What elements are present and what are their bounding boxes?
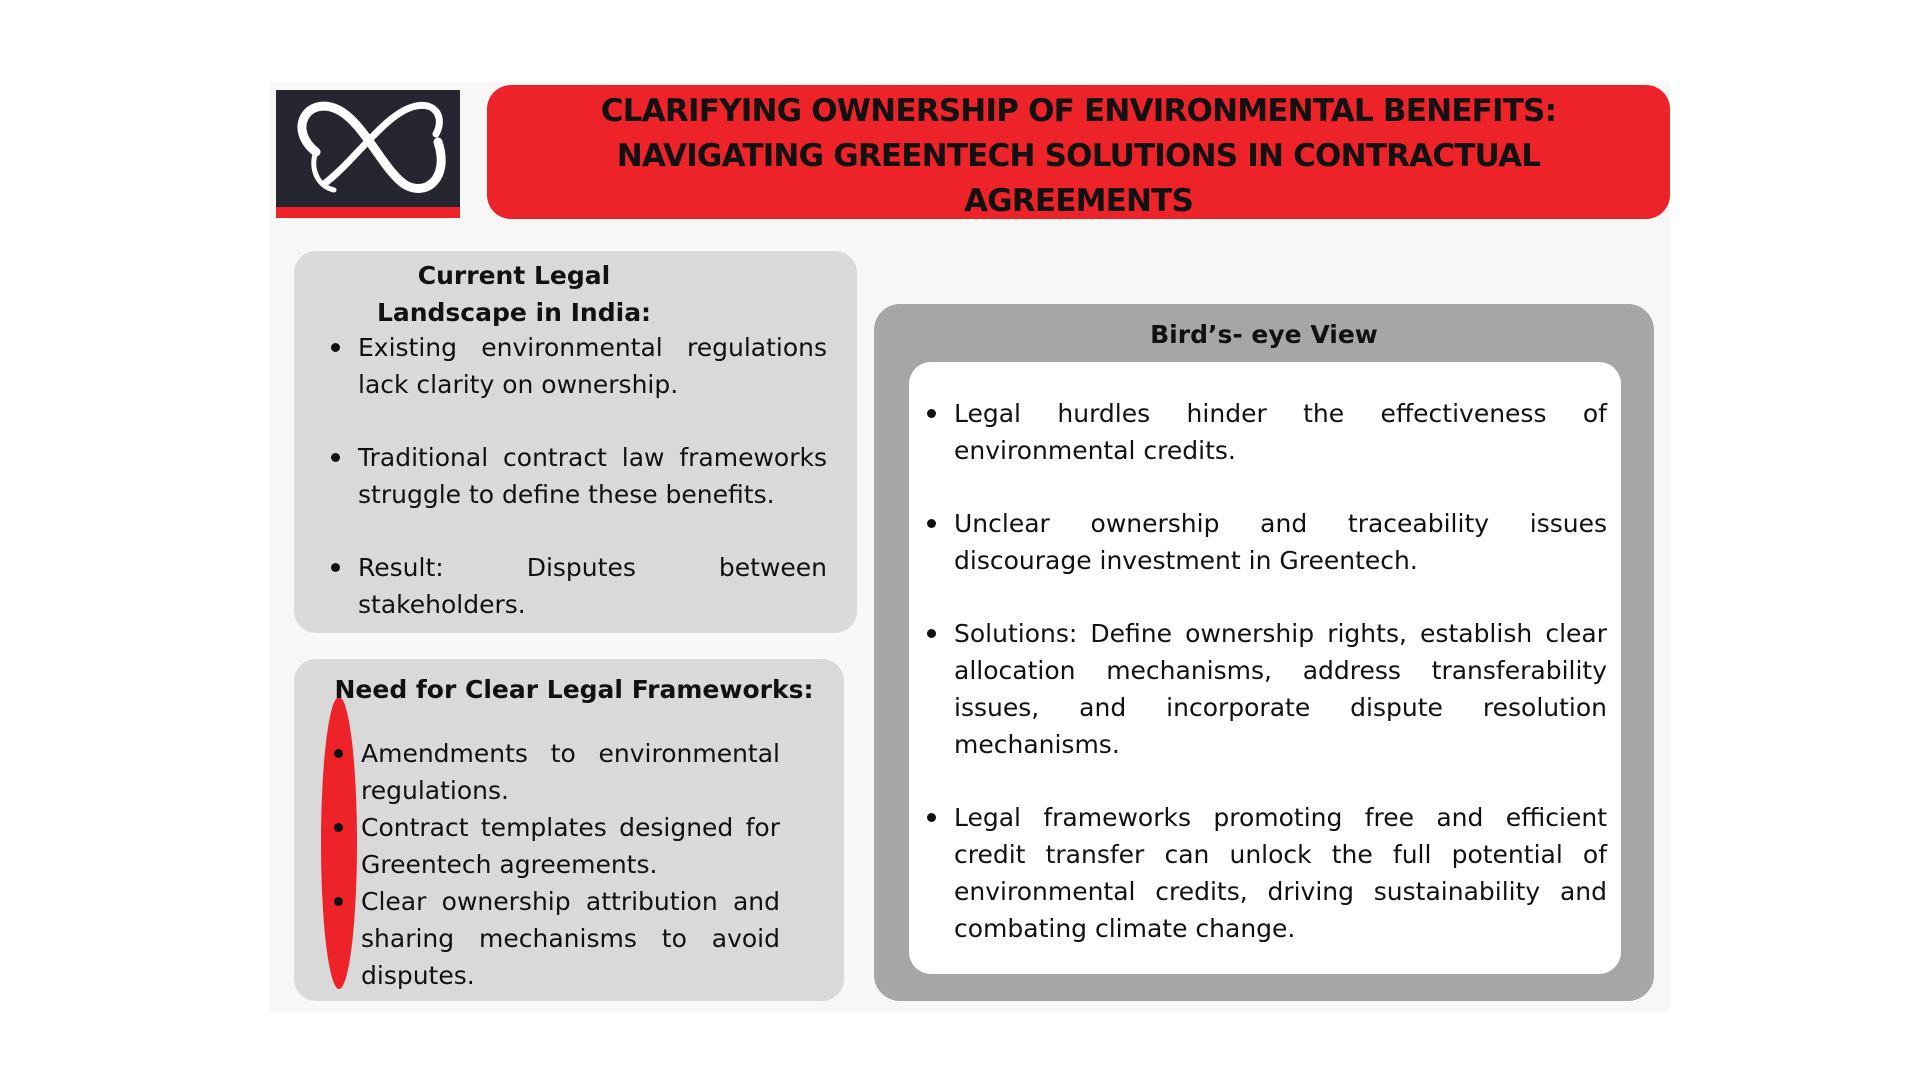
bullet-icon: [927, 519, 936, 528]
list-item: [954, 395, 1607, 469]
page-title: CLARIFYING OWNERSHIP OF ENVIRONMENTAL BENEFITS: NAVIGATING GREENTECH SOLUTIONS IN CONTRACTUAL AGREEMENTS: [600, 93, 1557, 219]
bullet-icon: [927, 409, 936, 418]
birdseye-view-list: [954, 395, 1607, 983]
list-item: [358, 549, 827, 623]
birdseye-view-heading: Bird’s- eye View: [1150, 320, 1378, 349]
list-item: [361, 809, 780, 883]
list-item: [361, 735, 780, 809]
legal-landscape-heading: Current Legal Landscape in India:: [376, 261, 652, 327]
clear-frameworks-heading: Need for Clear Legal Frameworks:: [334, 675, 814, 704]
list-item: [954, 799, 1607, 947]
list-item: [954, 505, 1607, 579]
logo: [276, 90, 460, 218]
list-item-text: Legal frameworks promoting free and efficient credit transfer can unlock the full potential of environmental credits, driving sustainability and combating climate change.: [954, 803, 1607, 943]
list-item-text: Result: Disputes between stakeholders.: [358, 553, 827, 619]
list-item: [954, 615, 1607, 763]
bullet-icon: [334, 749, 343, 758]
list-item-text: Existing environmental regulations lack clarity on ownership.: [358, 333, 827, 399]
bullet-icon: [331, 453, 340, 462]
bullet-icon: [334, 823, 343, 832]
list-item-text: Clear ownership attribution and sharing mechanisms to avoid disputes.: [361, 887, 780, 990]
list-item: [358, 439, 827, 513]
birdseye-view-content: [909, 362, 1621, 974]
infinity-swoosh-logo-icon: [276, 90, 460, 207]
list-item-text: Traditional contract law frameworks struggle to define these benefits.: [358, 443, 827, 509]
bullet-icon: [334, 897, 343, 906]
birdseye-view-panel: [874, 304, 1654, 1001]
clear-frameworks-list: [361, 735, 780, 994]
legal-landscape-panel: [294, 251, 857, 633]
bullet-icon: [331, 343, 340, 352]
red-oval-accent: [321, 697, 357, 989]
list-item-text: Solutions: Define ownership rights, establish clear allocation mechanisms, address transferability issues, and incorporate dispute resolution mechanisms.: [954, 619, 1607, 759]
bullet-icon: [331, 563, 340, 572]
title-banner: [487, 85, 1670, 219]
list-item-text: Legal hurdles hinder the effectiveness of environmental credits.: [954, 399, 1607, 465]
bullet-icon: [927, 629, 936, 638]
list-item-text: Unclear ownership and traceability issues discourage investment in Greentech.: [954, 509, 1607, 575]
list-item: [361, 883, 780, 994]
bullet-icon: [927, 813, 936, 822]
legal-landscape-list: [358, 329, 827, 659]
list-item-text: Amendments to environmental regulations.: [361, 739, 780, 805]
clear-frameworks-panel: [294, 659, 844, 1001]
list-item: [358, 329, 827, 403]
list-item-text: Contract templates designed for Greentech agreements.: [361, 813, 780, 879]
